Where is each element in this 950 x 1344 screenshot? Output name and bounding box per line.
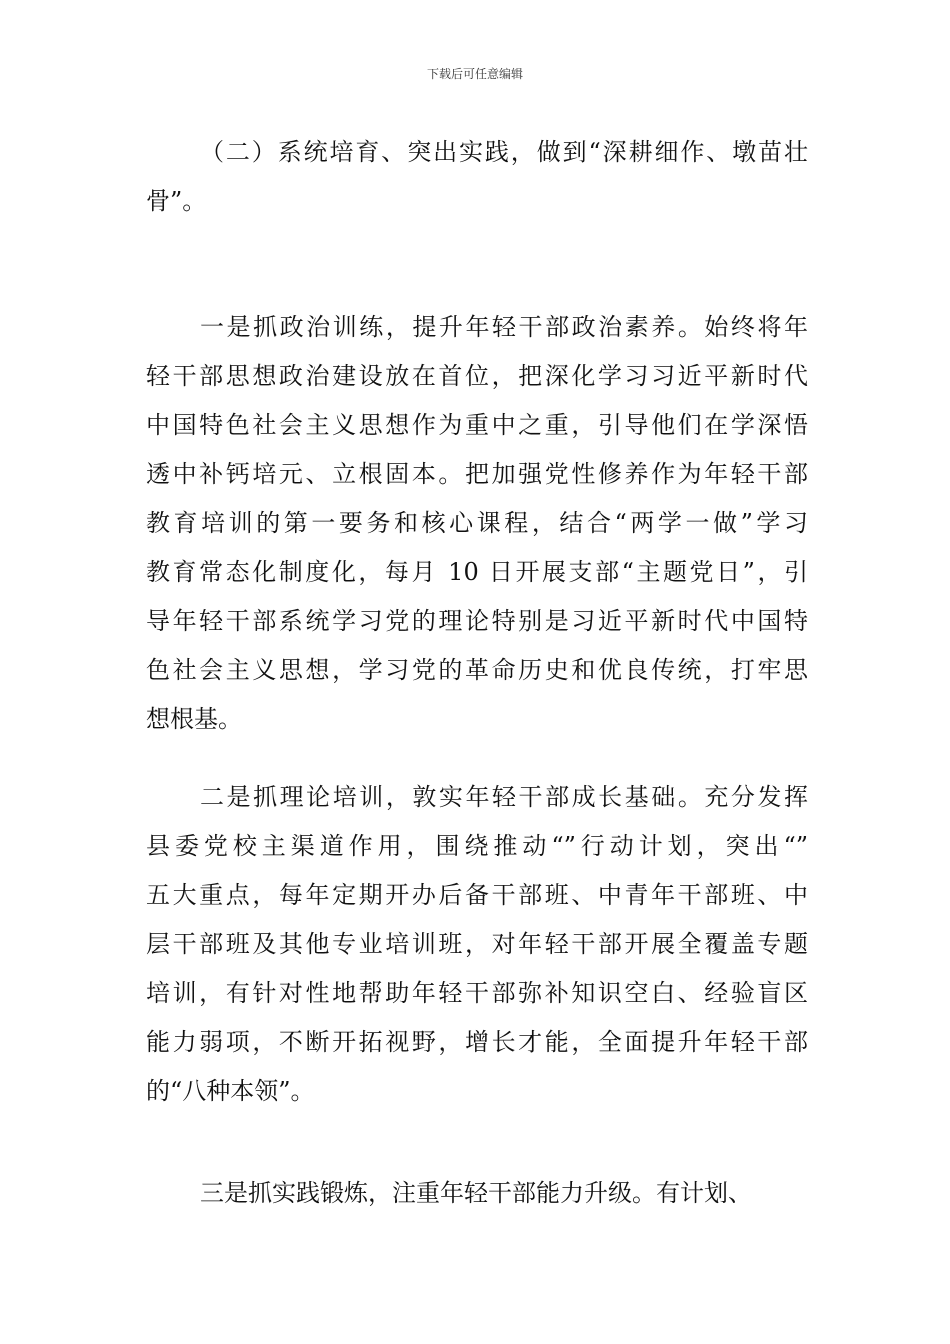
heading-line: （二）系统培育、突出实践，做到“深耕细作、墩苗壮 — [200, 138, 808, 166]
paragraph-line: 教育培训的第一要务和核心课程，结合“两学一做”学习 — [146, 509, 808, 537]
section-heading — [146, 128, 808, 226]
page-header-note: 下载后可任意编辑 — [426, 67, 523, 81]
paragraph-line: 层干部班及其他专业培训班，对年轻干部开展全覆盖专题 — [146, 930, 808, 958]
paragraph-line: 导年轻干部系统学习党的理论特别是习近平新时代中国特 — [146, 607, 808, 635]
paragraph-line: 县委党校主渠道作用，围绕推动“”行动计划，突出“” — [146, 832, 808, 860]
paragraph-political-training — [146, 303, 808, 744]
paragraph-practice-training — [146, 1169, 808, 1218]
paragraph-line: 的“八种本领”。 — [146, 1077, 315, 1105]
heading-line: 骨”。 — [146, 187, 207, 215]
paragraph-line: 透中补钙培元、立根固本。把加强党性修养作为年轻干部 — [146, 460, 808, 488]
paragraph-line: 三是抓实践锻炼，注重年轻干部能力升级。有计划、 — [200, 1179, 752, 1207]
paragraph-line: 教育常态化制度化，每月 10 日开展支部“主题党日”，引 — [146, 558, 808, 586]
paragraph-line: 想根基。 — [146, 705, 242, 733]
paragraph-line: 色社会主义思想，学习党的革命历史和优良传统，打牢思 — [146, 656, 808, 684]
paragraph-line: 中国特色社会主义思想作为重中之重，引导他们在学深悟 — [146, 411, 808, 439]
paragraph-line: 轻干部思想政治建设放在首位，把深化学习习近平新时代 — [146, 362, 808, 390]
paragraph-line: 一是抓政治训练，提升年轻干部政治素养。始终将年 — [200, 313, 808, 341]
paragraph-line: 能力弱项，不断开拓视野，增长才能，全面提升年轻干部 — [146, 1028, 808, 1056]
paragraph-line: 培训，有针对性地帮助年轻干部弥补知识空白、经验盲区 — [146, 979, 808, 1007]
paragraph-line: 五大重点，每年定期开办后备干部班、中青年干部班、中 — [146, 881, 808, 909]
paragraph-line: 二是抓理论培训，敦实年轻干部成长基础。充分发挥 — [200, 783, 808, 811]
paragraph-theory-training — [146, 773, 808, 1116]
